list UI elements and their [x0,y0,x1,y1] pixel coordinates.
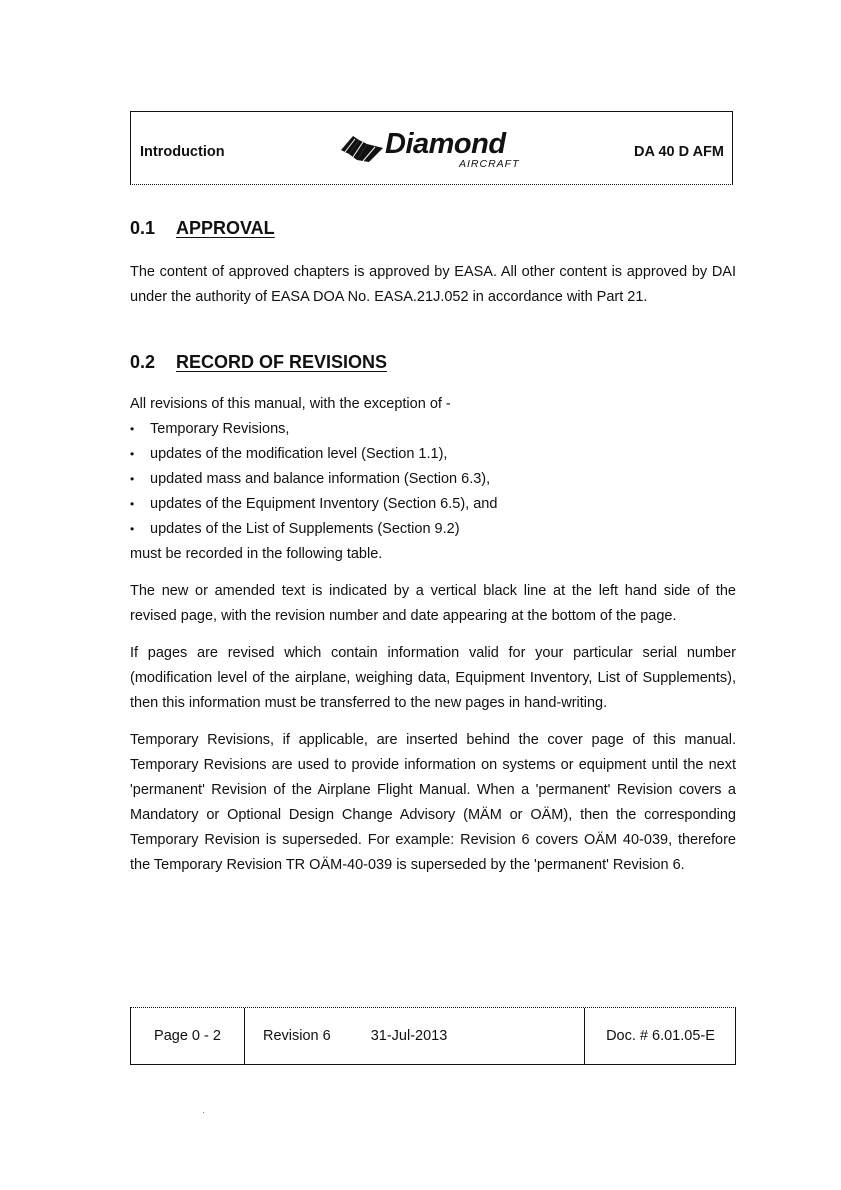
logo-subtitle: AIRCRAFT [459,158,520,170]
temporary-revisions-paragraph: Temporary Revisions, if applicable, are inserted behind the cover page of this manual. Temporary Revisions are used to provide information on systems or equipment until the next 'permanent' Revision of the Airplane Flight Manual. When a 'permanent' Revision covers a Mandatory or Optional Design Change Advisory (MÄM or OÄM), then the corresponding Temporary Revision is superseded. For example: Revision 6 covers OÄM 40-039, therefore the Temporary Revision TR OÄM-40-039 is superseded by the 'permanent' Revision 6. [130,732,736,873]
revisions-after-list: must be recorded in the following table. [130,546,383,562]
list-item: • updated mass and balance information (Section 6.3), [130,467,497,492]
revisions-intro: All revisions of this manual, with the exception of - [130,396,451,412]
list-item: • updates of the modification level (Section 1.1), [130,442,497,467]
list-item: • Temporary Revisions, [130,417,497,442]
logo-wordmark: Diamond [385,128,506,160]
section-number: 0.2 [130,352,156,372]
list-item: • updates of the List of Supplements (Section 9.2) [130,517,497,542]
footer-revision-cell [245,1008,585,1064]
page-footer [130,1007,736,1065]
scan-speck [203,1112,204,1113]
footer-date: 31-Jul-2013 [370,1028,448,1044]
approval-paragraph: The content of approved chapters is approved by EASA. All other content is approved by DAI under the authority of EASA DOA No. EASA.21J.052 in accordance with Part 21. [130,264,736,305]
diamond-aircraft-logo [339,126,529,172]
section-number: 0.1 [130,218,156,238]
footer-document-number: Doc. # 6.01.05-E [606,1028,715,1044]
section-heading-record-of-revisions [130,352,387,373]
section-heading-approval [130,218,275,239]
footer-revision: Revision 6 [263,1028,331,1044]
exceptions-list [130,417,497,542]
list-item: • updates of the Equipment Inventory (Section 6.5), and [130,492,497,517]
revision-marking-paragraph: The new or amended text is indicated by a vertical black line at the left hand side of the revised page, with the revision number and date appearing at the bottom of the page. [130,583,736,624]
footer-page-number: Page 0 - 2 [131,1008,245,1064]
header-section-title: Introduction [140,144,225,160]
header-document-id: DA 40 D AFM [634,144,724,160]
section-title: APPROVAL [176,218,275,238]
serial-number-paragraph: If pages are revised which contain information valid for your particular serial number (modification level of the airplane, weighing data, Equipment Inventory, List of Supplements), then this information must be transferred to the new pages in hand-writing. [130,645,736,711]
page-header [130,111,733,185]
section-title: RECORD OF REVISIONS [176,352,388,372]
diamond-logo-icon [339,130,385,164]
